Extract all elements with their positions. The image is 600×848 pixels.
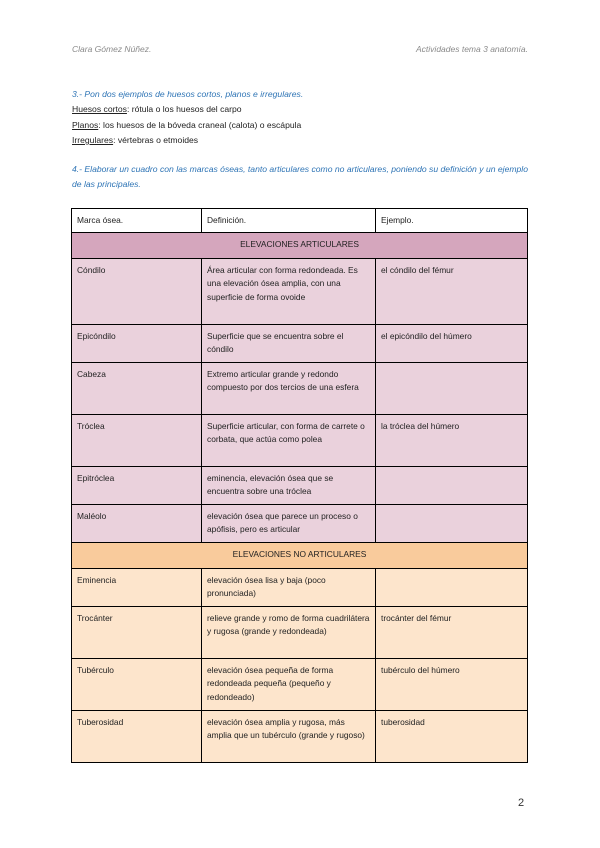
answer-text: : vértebras o etmoides <box>113 135 199 145</box>
answer-label: Planos <box>72 120 99 130</box>
cell-mark: Epicóndilo <box>72 324 202 362</box>
cell-definition: elevación ósea pequeña de forma redondeada pequeña (pequeño y redondeado) <box>202 658 376 710</box>
section-articular <box>72 232 528 258</box>
cell-definition: Superficie que se encuentra sobre el cóndilo <box>202 324 376 362</box>
cell-mark: Cóndilo <box>72 258 202 324</box>
cell-example: el epicóndilo del húmero <box>376 324 528 362</box>
table-row <box>72 568 528 606</box>
answer-label: Huesos cortos <box>72 104 127 114</box>
answer-flat-bones <box>72 120 301 130</box>
header-author: Clara Gómez Núñez. <box>72 44 152 54</box>
table-row <box>72 504 528 542</box>
answer-irregular-bones <box>72 135 198 145</box>
answer-label: Irregulares <box>72 135 114 145</box>
header-example: Ejemplo. <box>376 209 528 233</box>
bone-marks-table <box>71 208 528 763</box>
answer-short-bones <box>72 104 242 114</box>
cell-definition: Extremo articular grande y redondo compuesto por dos tercios de una esfera <box>202 362 376 414</box>
section-non-articular <box>72 542 528 568</box>
table-row <box>72 362 528 414</box>
table-row <box>72 414 528 466</box>
header-mark: Marca ósea. <box>72 209 202 233</box>
cell-definition: relieve grande y romo de forma cuadrilátera y rugosa (grande y redondeada) <box>202 606 376 658</box>
cell-example <box>376 504 528 542</box>
cell-definition: elevación ósea que parece un proceso o apófisis, pero es articular <box>202 504 376 542</box>
cell-example <box>376 568 528 606</box>
table-row <box>72 324 528 362</box>
cell-mark: Eminencia <box>72 568 202 606</box>
cell-mark: Tubérculo <box>72 658 202 710</box>
cell-mark: Maléolo <box>72 504 202 542</box>
table-row <box>72 466 528 504</box>
question-3-prompt: 3.- Pon dos ejemplos de huesos cortos, planos e irregulares. <box>72 89 304 99</box>
cell-example: tuberosidad <box>376 710 528 762</box>
answer-text: : rótula o los huesos del carpo <box>126 104 242 114</box>
header-title: Actividades tema 3 anatomía. <box>416 44 528 54</box>
cell-mark: Epitróclea <box>72 466 202 504</box>
cell-example: tubérculo del húmero <box>376 658 528 710</box>
table-row <box>72 710 528 762</box>
section-title: ELEVACIONES ARTICULARES <box>72 232 528 258</box>
cell-mark: Trocánter <box>72 606 202 658</box>
cell-definition: Superficie articular, con forma de carrete o corbata, que actúa como polea <box>202 414 376 466</box>
answer-text: : los huesos de la bóveda craneal (calota) o escápula <box>98 120 302 130</box>
cell-definition: elevación ósea amplia y rugosa, más amplia que un tubérculo (grande y rugoso) <box>202 710 376 762</box>
cell-definition: Área articular con forma redondeada. Es una elevación ósea amplia, con una superficie de forma ovoide <box>202 258 376 324</box>
header-definition: Definición. <box>202 209 376 233</box>
cell-example: trocánter del fémur <box>376 606 528 658</box>
cell-mark: Tróclea <box>72 414 202 466</box>
cell-example <box>376 362 528 414</box>
question-4-prompt: 4.- Elaborar un cuadro con las marcas óseas, tanto articulares como no articulares, poniendo su definición y un ejemplo de las principales. <box>72 164 528 189</box>
cell-example: el cóndilo del fémur <box>376 258 528 324</box>
table-header-row <box>72 209 528 233</box>
table-row <box>72 606 528 658</box>
cell-example <box>376 466 528 504</box>
page-number: 2 <box>518 797 525 809</box>
section-title: ELEVACIONES NO ARTICULARES <box>72 542 528 568</box>
cell-definition: elevación ósea lisa y baja (poco pronunciada) <box>202 568 376 606</box>
table-row <box>72 658 528 710</box>
table-row <box>72 258 528 324</box>
cell-mark: Tuberosidad <box>72 710 202 762</box>
cell-definition: eminencia, elevación ósea que se encuentra sobre una tróclea <box>202 466 376 504</box>
page-header <box>72 44 528 58</box>
cell-example: la tróclea del húmero <box>376 414 528 466</box>
cell-mark: Cabeza <box>72 362 202 414</box>
